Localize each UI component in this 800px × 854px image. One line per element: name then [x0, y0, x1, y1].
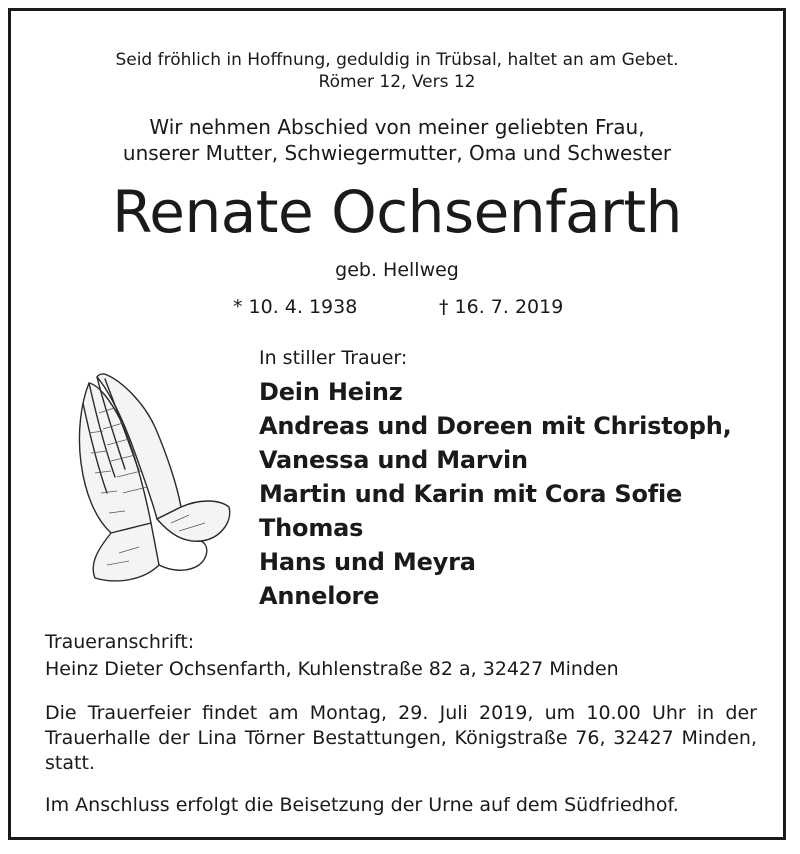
mourner-name: Annelore [259, 582, 380, 610]
farewell-intro [11, 114, 783, 166]
bible-verse [11, 49, 783, 93]
mourner-name: Vanessa und Marvin [259, 446, 528, 474]
funeral-service-notice: Die Trauerfeier findet am Montag, 29. Juli 2019, um 10.00 Uhr in der Trauerhalle der Lina Törner Bestattungen, Königstraße 76, 32427 Minden, statt. [45, 702, 757, 774]
mourner-name: Dein Heinz [259, 378, 403, 406]
praying-hands-icon [59, 373, 239, 593]
obituary-card [8, 8, 786, 840]
mourner-name: Andreas und Doreen mit Christoph, [259, 412, 732, 440]
farewell-intro-line-2: unserer Mutter, Schwiegermutter, Oma und Schwester [122, 141, 672, 165]
mourning-address-label: Traueranschrift: [45, 631, 195, 653]
bible-verse-reference: Römer 12, Vers 12 [318, 72, 476, 92]
mourners-list [259, 375, 732, 613]
burial-notice: Im Anschluss erfolgt die Beisetzung der Urne auf dem Südfriedhof. [45, 794, 679, 816]
bible-verse-text: Seid fröhlich in Hoffnung, geduldig in Trübsal, haltet an am Gebet. [115, 50, 679, 70]
birth-date: * 10. 4. 1938 [233, 296, 358, 318]
farewell-intro-line-1: Wir nehmen Abschied von meiner geliebten Frau, [149, 115, 645, 139]
deceased-name: Renate Ochsenfarth [112, 178, 682, 246]
mourner-name: Martin und Karin mit Cora Sofie [259, 480, 683, 508]
mourners-label: In stiller Trauer: [259, 347, 408, 369]
mourner-name: Thomas [259, 514, 364, 542]
mourning-address: Heinz Dieter Ochsenfarth, Kuhlenstraße 82 a, 32427 Minden [45, 658, 619, 680]
death-date: † 16. 7. 2019 [439, 296, 564, 318]
mourner-name: Hans und Meyra [259, 548, 476, 576]
maiden-name: geb. Hellweg [335, 259, 459, 281]
